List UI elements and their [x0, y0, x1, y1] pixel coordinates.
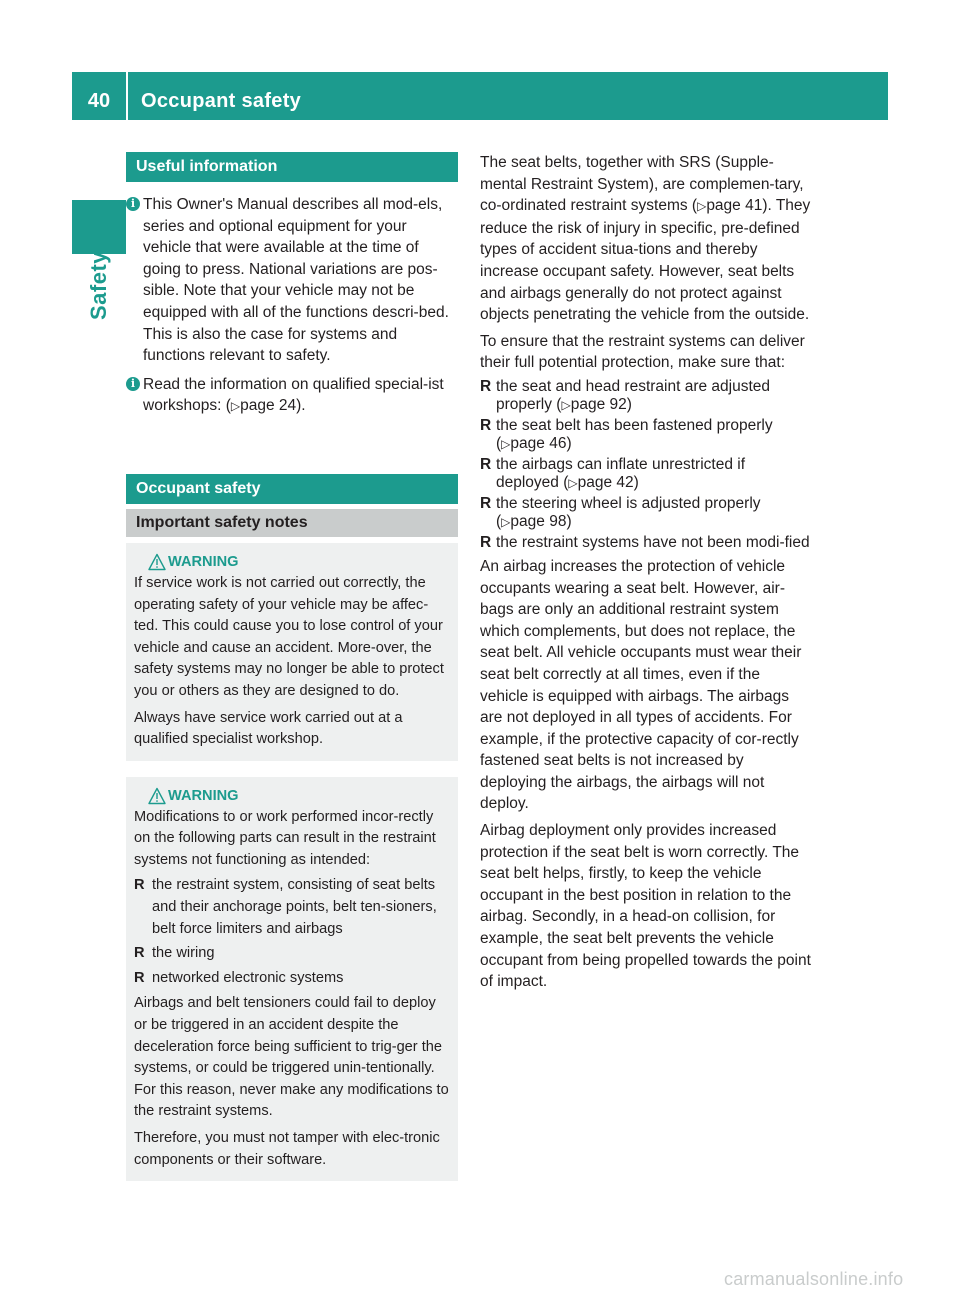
- page-reference-link[interactable]: page 41: [706, 197, 763, 215]
- header-divider: [126, 72, 128, 120]
- list-item: R the restraint systems have not been modi-fied: [480, 533, 810, 551]
- running-title: Occupant safety: [141, 90, 302, 112]
- body-paragraph: Airbag deployment only provides increased protection if the seat belt is worn correctly. The seat belt helps, firstly, to keep the vehicle occupant in the best position in relation to the airbag. Secondly, in a head-on collision, for example, the seat belt prevents the vehicle occupant from being propelled towards the point of impact.: [480, 822, 811, 991]
- list-item: R the seat belt has been fastened properly (▷page 46): [480, 416, 773, 452]
- page-reference-arrow-icon: ▷: [501, 514, 511, 529]
- page-reference-arrow-icon: ▷: [561, 397, 571, 412]
- warning-heading: WARNING: [134, 551, 450, 573]
- info-icon: i: [126, 197, 140, 211]
- checklist: [480, 378, 812, 552]
- warning-text: Airbags and belt tensioners could fail to deploy or be triggered in an accident despite the deceleration force being sufficient to trig-ger the systems, or could be triggered unin-tentionally. For this reason, never make any modifications to the restraint systems.: [134, 995, 449, 1120]
- list-item: R the wiring: [134, 945, 215, 962]
- page-reference-arrow-icon: ▷: [501, 436, 511, 451]
- body-paragraph: An airbag increases the protection of vehicle occupants wearing a seat belt. However, air-bags are only an additional restraint system which complements, but does not replace, the seat belt. All vehicle occupants must wear their seat belt correctly at all times, even if the vehicle is equipped with airbags. The airbags are not deployed in all types of accidents. For example, if the protective capacity of cor-rectly fastened seat belts is not increased by deploying the airbags, the airbags will not deploy.: [480, 557, 802, 813]
- warning-text: Therefore, you must not tamper with elec-tronic components or their software.: [134, 1130, 440, 1168]
- page-reference-link[interactable]: page 46: [510, 434, 567, 452]
- body-paragraph: The seat belts, together with SRS (Supple-mental Restraint System), are complemen-tary, co-ordinated restraint systems (▷page 41). They reduce the risk of injury in specific, pre-defined types of accident situa-tions and thereby increase occupant safety. However, seat belts and airbags generally do not protect against objects penetrating the vehicle from the outside.: [480, 154, 811, 324]
- page-reference-link[interactable]: page 42: [577, 473, 634, 491]
- page-reference-link[interactable]: page 98: [510, 512, 567, 530]
- info-note-workshops: i Read the information on qualified special-ist workshops: (▷page 24).: [126, 374, 458, 418]
- page-reference-arrow-icon: ▷: [697, 199, 707, 214]
- page-reference-arrow-icon: ▷: [230, 399, 241, 414]
- watermark: carmanualsonline.info: [724, 1269, 904, 1289]
- info-text: This Owner's Manual describes all mod-els, series and optional equipment for your vehicle that were available at the time of going to press. National variations are pos-sible. Note that your vehicle may not be equipped with all of the functions descri-bed. This is also the case for systems and functions relevant to safety.: [143, 196, 449, 365]
- page-number: 40: [87, 90, 111, 112]
- info-text: Read the information on qualified special-ist workshops: (: [143, 375, 444, 415]
- warning-heading: WARNING: [134, 785, 450, 807]
- section-heading-useful-information: Useful information: [126, 152, 458, 182]
- info-note-manual: [126, 194, 458, 367]
- info-icon: i: [126, 377, 140, 391]
- warning-text: Always have service work carried out at a qualified specialist workshop.: [134, 709, 403, 748]
- body-paragraph: To ensure that the restraint systems can deliver their full potential protection, make sure that:: [480, 332, 805, 372]
- right-column: [480, 152, 812, 993]
- warning-bullet-list: [134, 875, 450, 989]
- warning-text: Modifications to or work performed incor-rectly on the following parts can result in the restraint systems not functioning as intended:: [134, 808, 436, 868]
- page-reference-link[interactable]: page 24: [240, 397, 297, 415]
- list-item: R the steering wheel is adjusted properly (▷page 98): [480, 494, 761, 530]
- left-column: [126, 152, 458, 1181]
- side-tab-block: [72, 200, 126, 254]
- list-item: R the restraint system, consisting of seat belts and their anchorage points, belt ten-sioners, belt force limiters and airbags: [134, 877, 437, 937]
- list-item: R the airbags can inflate unrestricted if deployed (▷page 42): [480, 455, 745, 491]
- page-reference-arrow-icon: ▷: [568, 475, 578, 490]
- page-reference-link[interactable]: page 92: [570, 395, 627, 413]
- warning-box-modifications: [126, 777, 458, 1182]
- warning-box-service-work: [126, 543, 458, 761]
- list-item: R networked electronic systems: [134, 969, 344, 986]
- list-item: R the seat and head restraint are adjusted properly (▷page 92): [480, 377, 771, 413]
- section-heading-occupant-safety: Occupant safety: [126, 474, 458, 504]
- warning-triangle-icon: [148, 787, 166, 805]
- subheading-important-safety-notes: Important safety notes: [126, 509, 458, 537]
- side-tab-label: Safety: [86, 250, 111, 320]
- warning-triangle-icon: [148, 553, 166, 571]
- warning-text: If service work is not carried out correctly, the operating safety of your vehicle may be affec-ted. This could cause you to lose control of your vehicle and cause an accident. More-over, the safety systems may no longer be able to protect you or others as they are designed to do.: [134, 574, 444, 699]
